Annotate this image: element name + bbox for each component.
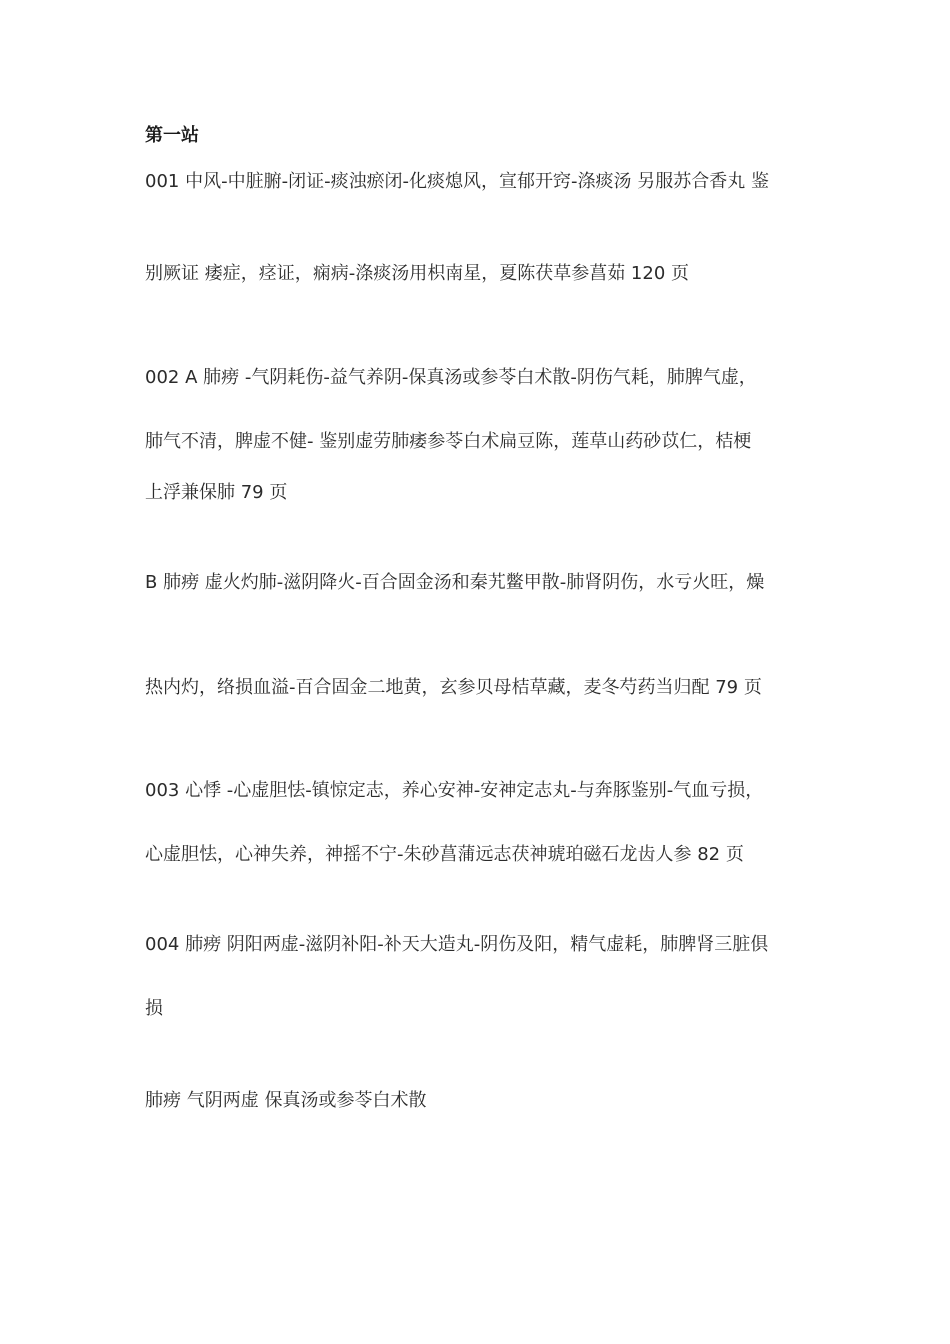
text-line-004-2: 损 bbox=[145, 998, 163, 1019]
text-line-003-2: 心虚胆怯，心神失养，神摇不宁-朱砂菖蒲远志茯神琥珀磁石龙齿人参 82 页 bbox=[145, 844, 744, 865]
text-line-004-1: 004 肺痨 阴阳两虚-滋阴补阳-补天大造丸-阴伤及阳，精气虚耗，肺脾肾三脏俱 bbox=[145, 934, 769, 955]
text-line-002b-1: B 肺痨 虚火灼肺-滋阴降火-百合固金汤和秦艽鳖甲散-肺肾阴伤，水亏火旺，燥 bbox=[145, 572, 765, 593]
text-line-001b: 别厥证 痿症，痉证，痫病-涤痰汤用枳南星，夏陈茯草参菖茹 120 页 bbox=[145, 263, 690, 284]
text-line-002a-3: 上浮兼保肺 79 页 bbox=[145, 482, 288, 503]
text-line-003-1: 003 心悸 -心虚胆怯-镇惊定志，养心安神-安神定志丸-与奔豚鉴别-气血亏损， bbox=[145, 780, 764, 801]
section-title: 第一站 bbox=[145, 125, 199, 146]
text-line-004-3: 肺痨 气阴两虚 保真汤或参苓白术散 bbox=[145, 1090, 427, 1111]
text-line-002a-2: 肺气不清，脾虚不健- 鉴别虚劳肺痿参苓白术扁豆陈，莲草山药砂苡仁，桔梗 bbox=[145, 431, 752, 452]
text-line-001a: 001 中风-中脏腑-闭证-痰浊瘀闭-化痰熄风，宣郁开窍-涤痰汤 另服苏合香丸 鉴 bbox=[145, 171, 769, 192]
text-line-002b-2: 热内灼，络损血溢-百合固金二地黄，玄参贝母桔草藏，麦冬芍药当归配 79 页 bbox=[145, 677, 762, 698]
text-line-002a-1: 002 A 肺痨 -气阴耗伤-益气养阴-保真汤或参苓白术散-阴伤气耗，肺脾气虚， bbox=[145, 367, 757, 388]
